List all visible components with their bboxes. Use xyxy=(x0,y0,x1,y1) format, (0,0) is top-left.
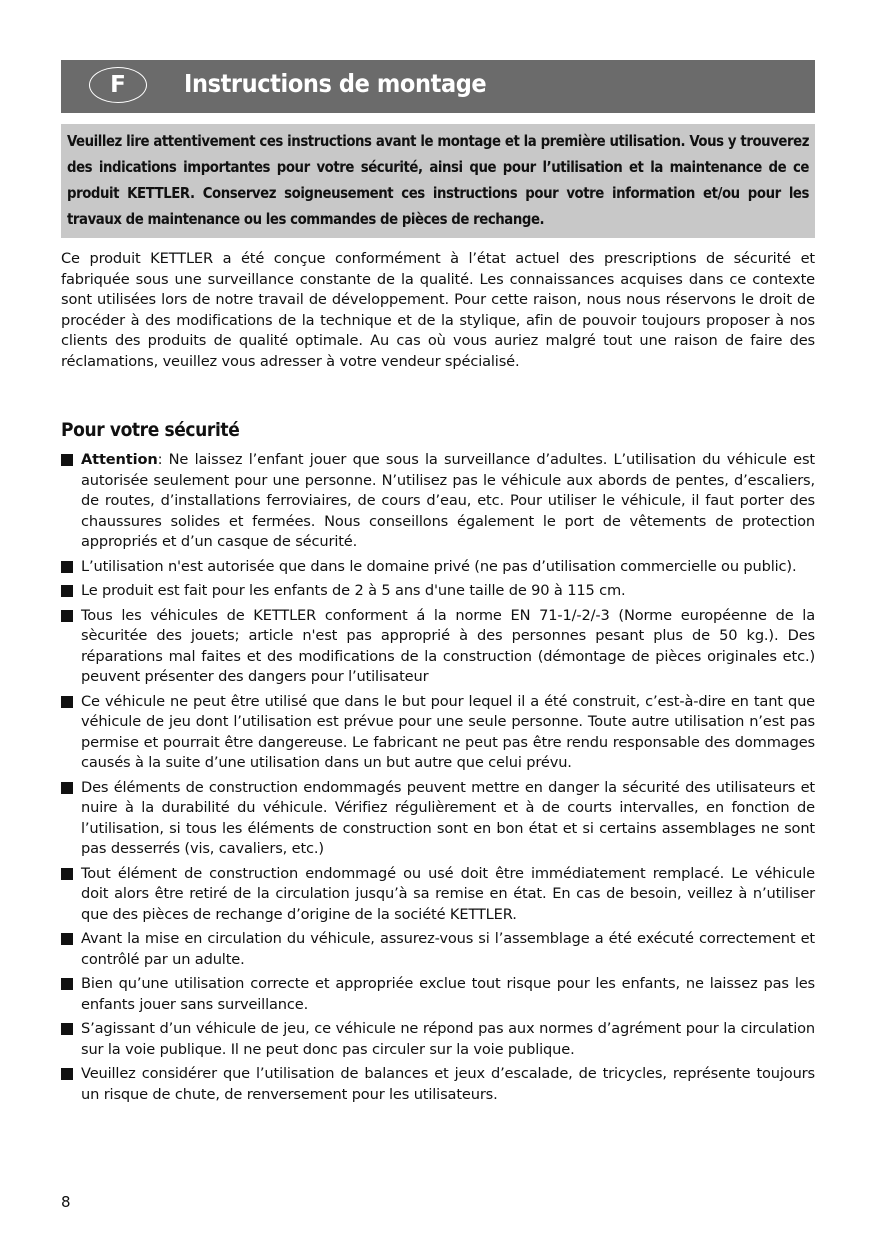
list-item xyxy=(61,450,815,553)
list-item-text: Ce véhicule ne peut être utilisé que dans le but pour lequel il a été construit, c’est-à-dire en tant que véhicule de jeu dont l’utilisation est prévue pour une seule personne. Toute autre utilisation n’est pas permise et pourrait être dangereuse. Le fabricant ne peut pas être rendu responsable des dommages causés à la suite d’une utilisation dans un but autre que celui prévu. xyxy=(81,692,815,771)
square-bullet-icon xyxy=(61,1068,73,1080)
list-item-text: Avant la mise en circulation du véhicule, assurez-vous si l’assemblage a été exécuté correctement et contrôlé par un adulte. xyxy=(81,930,815,968)
list-item xyxy=(61,929,815,970)
list-item-text: Bien qu’une utilisation correcte et appropriée exclue tout risque pour les enfants, ne laissez pas les enfants jouer sans surveillance. xyxy=(81,975,815,1013)
list-item xyxy=(61,557,815,578)
list-item xyxy=(61,606,815,688)
list-item-text: Le produit est fait pour les enfants de 2 à 5 ans d'une taille de 90 à 115 cm. xyxy=(81,582,626,599)
list-item-text: L’utilisation n'est autorisée que dans le domaine privé (ne pas d’utilisation commercielle ou public). xyxy=(81,557,797,575)
list-item-text: Veuillez considérer que l’utilisation de balances et jeux d’escalade, de tricycles, représente toujours un risque de chute, de renversement pour les utilisateurs. xyxy=(81,1065,815,1103)
list-item xyxy=(61,1064,815,1105)
square-bullet-icon xyxy=(61,782,73,794)
square-bullet-icon xyxy=(61,561,73,573)
square-bullet-icon xyxy=(61,978,73,990)
list-item xyxy=(61,974,815,1015)
intro-box xyxy=(61,124,815,238)
list-item-text: S’agissant d’un véhicule de jeu, ce véhicule ne répond pas aux normes d’agrément pour la circulation sur la voie publique. Il ne peut donc pas circuler sur la voie publique. xyxy=(81,1020,815,1058)
list-item xyxy=(61,581,815,602)
page-title: Instructions de montage xyxy=(184,69,487,98)
intro-text: Veuillez lire attentivement ces instructions avant le montage et la première utilisation. Vous y trouverez des indications importantes pour votre sécurité, ainsi que pour l’utilisation et la maintenance de ce produit KETTLER. Conservez soigneusement ces instructions pour votre information et/ou pour les travaux de maintenance ou les commandes de pièces de rechange. xyxy=(67,133,809,228)
language-badge: F xyxy=(89,67,147,103)
attention-label: Attention xyxy=(81,451,158,468)
page-number: 8 xyxy=(61,1193,71,1211)
body-paragraph: Ce produit KETTLER a été conçue conformément à l’état actuel des prescriptions de sécurité et fabriquée sous une surveillance constante de la qualité. Les connaissances acquises dans ce contexte sont utilisées lors de notre travail de développement. Pour cette raison, nous nous réservons le droit de procéder à des modifications de la technique et de la stylique, afin de pouvoir toujours proposer à nos clients des produits de qualité optimale. Au cas où vous auriez malgré tout une raison de faire des réclamations, veuillez vous adresser à votre vendeur spécialisé. xyxy=(61,250,815,370)
list-item-text: Tous les véhicules de KETTLER conforment á la norme EN 71-1/-2/-3 (Norme européenne de la sècuritée des jouets; article n'est pas approprié à des personnes pesant plus de 50 kg.). Des réparations mal faites et des modifications de la construction (démontage de pièces originales etc.) peuvent présenter des dangers pour l’utilisateur xyxy=(81,606,815,685)
square-bullet-icon xyxy=(61,585,73,597)
square-bullet-icon xyxy=(61,696,73,708)
section-heading: Pour votre sécurité xyxy=(61,419,240,441)
list-item xyxy=(61,1019,815,1060)
list-item-text: Des éléments de construction endommagés peuvent mettre en danger la sécurité des utilisateurs et nuire à la durabilité du véhicule. Vérifiez régulièrement et à de courts intervalles, en fonction de l’utilisation, si tous les éléments de construction sont en bon état et si certains assemblages ne sont pas desserrés (vis, cavaliers, etc.) xyxy=(81,778,815,857)
square-bullet-icon xyxy=(61,1023,73,1035)
square-bullet-icon xyxy=(61,933,73,945)
list-item xyxy=(61,692,815,774)
list-item-text: : Ne laissez l’enfant jouer que sous la surveillance d’adultes. L’utilisation du véhicule est autorisée seulement pour une personne. N’utilisez pas le véhicule aux abords de pentes, d’escaliers, de routes, d’installations ferroviaires, de cours d’eau, etc. Pour utiliser le véhicule, il faut porter des chaussures solides et fermées. Nous conseillons également le port de vêtements de protection appropriés et d’un casque de sécurité. xyxy=(81,451,815,550)
list-item-text: Tout élément de construction endommagé ou usé doit être immédiatement remplacé. Le véhicule doit alors être retiré de la circulation jusqu’à sa remise en état. En cas de besoin, veillez à n’utiliser que des pièces de rechange d’origine de la société KETTLER. xyxy=(81,864,815,923)
list-item xyxy=(61,778,815,860)
square-bullet-icon xyxy=(61,868,73,880)
list-item xyxy=(61,864,815,926)
safety-list xyxy=(61,450,815,1109)
square-bullet-icon xyxy=(61,454,73,466)
square-bullet-icon xyxy=(61,610,73,622)
